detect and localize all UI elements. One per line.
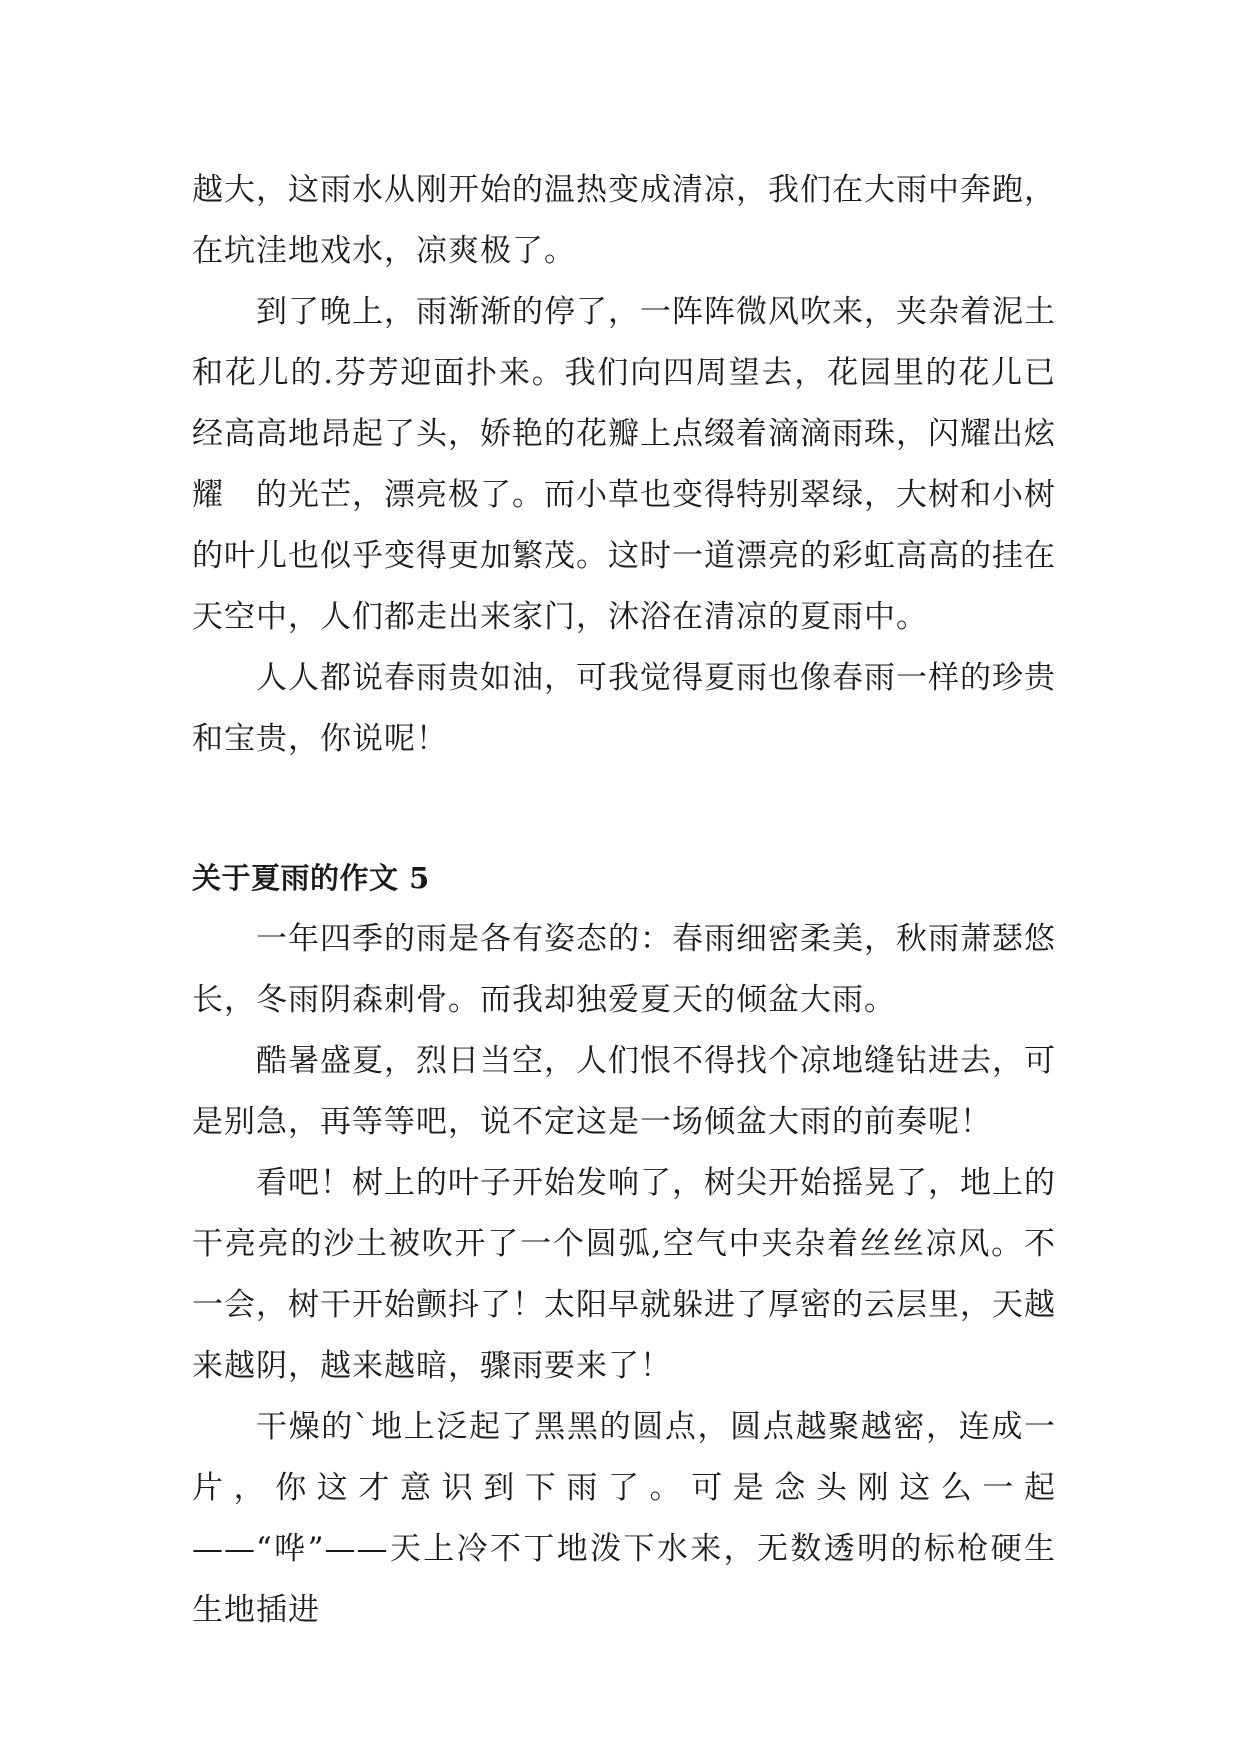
paragraph-evening: 到了晚上，雨渐渐的停了，一阵阵微风吹来，夹杂着泥土和花儿的.芬芳迎面扑来。我们向四周望去，花园里的花儿已经高高地昂起了头，娇艳的花瓣上点缀着滴滴雨珠，闪耀出炫耀 的光芒，漂亮极了。而小草也变得特别翠绿，大树和小树的叶儿也似乎变得更加繁茂。这时一道漂亮的彩虹高高的挂在天空中，人们都走出来家门，沐浴在清凉的夏雨中。 xyxy=(192,294,1056,635)
essay-heading: 关于夏雨的作文 5 xyxy=(192,861,430,895)
document-page xyxy=(192,160,1056,1641)
paragraph-seasons: 一年四季的雨是各有姿态的：春雨细密柔美，秋雨萧瑟悠长，冬雨阴森刺骨。而我却独爱夏天的倾盆大雨。 xyxy=(192,921,1056,1018)
paragraph-wind: 看吧！树上的叶子开始发响了，树尖开始摇晃了，地上的干亮亮的沙土被吹开了一个圆弧,空气中夹杂着丝丝凉风。不一会，树干开始颤抖了！太阳早就躲进了厚密的云层里，天越来越阴，越来越暗，骤雨要来了！ xyxy=(192,1165,1056,1384)
paragraph-rain-starts: 干燥的`地上泛起了黑黑的圆点，圆点越聚越密，连成一片，你这才意识到下雨了。可是念头刚这么一起——“哗”——天上冷不丁地泼下水来，无数透明的标枪硬生生地插进 xyxy=(192,1409,1056,1628)
paragraph-closing: 人人都说春雨贵如油，可我觉得夏雨也像春雨一样的珍贵和宝贵，你说呢！ xyxy=(192,660,1056,757)
section-spacer xyxy=(192,770,1056,848)
paragraph-summer-heat: 酷暑盛夏，烈日当空，人们恨不得找个凉地缝钻进去，可是别急，再等等吧，说不定这是一场倾盆大雨的前奏呢！ xyxy=(192,1043,1056,1140)
paragraph-continued: 越大，这雨水从刚开始的温热变成清凉，我们在大雨中奔跑，在坑洼地戏水，凉爽极了。 xyxy=(192,172,1056,269)
